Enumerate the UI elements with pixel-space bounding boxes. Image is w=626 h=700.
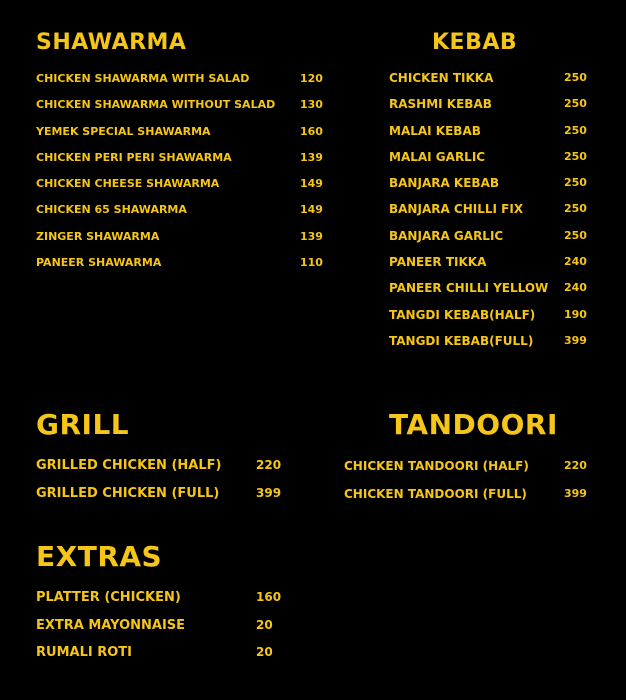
menu-item-row bbox=[389, 255, 599, 281]
menu-item-row bbox=[389, 229, 599, 255]
menu-item-price: 160 bbox=[300, 124, 323, 138]
menu-item-row bbox=[389, 124, 599, 150]
menu-item-price: 240 bbox=[564, 281, 587, 295]
menu-item-row bbox=[344, 459, 604, 487]
menu-item-price: 250 bbox=[564, 202, 587, 216]
menu-item-row bbox=[344, 487, 604, 515]
menu-item-name: BANJARA KEBAB bbox=[389, 176, 500, 191]
menu-item-price: 250 bbox=[564, 97, 587, 111]
menu-item-row bbox=[389, 281, 599, 307]
menu-item-row bbox=[389, 202, 599, 228]
menu-item-price: 399 bbox=[564, 486, 587, 500]
menu-item-price: 190 bbox=[564, 307, 587, 321]
menu-item-row bbox=[36, 203, 326, 229]
kebab-heading: KEBAB bbox=[432, 30, 518, 55]
menu-item-name: PANEER SHAWARMA bbox=[36, 256, 162, 270]
menu-item-row bbox=[36, 590, 296, 618]
grill-heading: GRILL bbox=[36, 408, 130, 441]
menu-item-price: 149 bbox=[300, 203, 323, 217]
menu-item-price: 250 bbox=[564, 176, 587, 190]
menu-item-name: CHICKEN SHAWARMA WITHOUT SALAD bbox=[36, 98, 276, 112]
menu-item-price: 250 bbox=[564, 71, 587, 84]
menu-item-price: 110 bbox=[300, 256, 323, 270]
extras-list bbox=[36, 590, 296, 673]
menu-item-name: EXTRA MAYONNAISE bbox=[36, 617, 186, 633]
menu-item-row bbox=[36, 618, 296, 646]
menu-item-price: 160 bbox=[256, 590, 282, 604]
menu-item-name: PLATTER (CHICKEN) bbox=[36, 590, 181, 605]
menu-item-name: GRILLED CHICKEN (HALF) bbox=[36, 458, 222, 473]
menu-item-name: BANJARA CHILLI FIX bbox=[389, 202, 524, 217]
menu-item-row bbox=[36, 177, 326, 203]
menu-item-name: MALAI GARLIC bbox=[389, 149, 486, 164]
menu-item-name: TANGDI KEBAB(FULL) bbox=[389, 333, 534, 348]
menu-item-name: TANGDI KEBAB(HALF) bbox=[389, 307, 536, 322]
menu-item-price: 130 bbox=[300, 98, 323, 112]
menu-item-price: 120 bbox=[300, 72, 323, 85]
menu-item-name: CHICKEN TANDOORI (HALF) bbox=[344, 459, 529, 473]
menu-item-name: PANEER CHILLI YELLOW bbox=[389, 281, 549, 296]
tandoori-heading: TANDOORI bbox=[389, 408, 558, 441]
menu-item-price: 139 bbox=[300, 150, 323, 164]
menu-item-price: 250 bbox=[564, 123, 587, 137]
menu-item-row bbox=[389, 150, 599, 176]
menu-item-row bbox=[389, 176, 599, 202]
menu-item-price: 20 bbox=[256, 645, 273, 660]
menu-item-row bbox=[36, 151, 326, 177]
menu-item-name: PANEER TIKKA bbox=[389, 255, 487, 270]
menu-item-name: CHICKEN SHAWARMA WITH SALAD bbox=[36, 72, 250, 85]
extras-heading: EXTRAS bbox=[36, 540, 163, 573]
menu-item-name: CHICKEN 65 SHAWARMA bbox=[36, 203, 187, 217]
menu-item-row bbox=[36, 256, 326, 282]
menu-item-price: 399 bbox=[564, 333, 587, 347]
menu-item-name: CHICKEN PERI PERI SHAWARMA bbox=[36, 150, 232, 164]
menu-item-row bbox=[389, 308, 599, 334]
menu-item-price: 250 bbox=[564, 228, 587, 242]
shawarma-heading: SHAWARMA bbox=[36, 30, 187, 55]
menu-item-name: YEMEK SPECIAL SHAWARMA bbox=[36, 124, 211, 138]
menu-item-name: RASHMI KEBAB bbox=[389, 97, 492, 112]
menu-item-row bbox=[36, 486, 296, 514]
menu-item-price: 240 bbox=[564, 255, 587, 269]
menu-item-row bbox=[389, 97, 599, 123]
menu-item-price: 220 bbox=[564, 459, 587, 472]
menu-item-price: 149 bbox=[300, 177, 323, 191]
menu-item-name: CHICKEN TIKKA bbox=[389, 71, 494, 85]
menu-item-row bbox=[36, 645, 296, 673]
menu-item-price: 399 bbox=[256, 485, 282, 500]
menu-item-row bbox=[36, 458, 296, 486]
menu-item-row bbox=[36, 125, 326, 151]
menu-item-row bbox=[36, 98, 326, 124]
menu-item-name: CHICKEN TANDOORI (FULL) bbox=[344, 486, 527, 501]
menu-item-name: BANJARA GARLIC bbox=[389, 228, 504, 243]
menu-item-price: 139 bbox=[300, 229, 323, 243]
menu-item-price: 20 bbox=[256, 617, 273, 632]
menu-item-row bbox=[389, 71, 599, 97]
kebab-list bbox=[389, 71, 599, 360]
tandoori-list bbox=[344, 459, 604, 514]
menu-item-row bbox=[36, 230, 326, 256]
menu-item-name: RUMALI ROTI bbox=[36, 645, 132, 661]
menu-item-row bbox=[36, 72, 326, 98]
menu-item-name: CHICKEN CHEESE SHAWARMA bbox=[36, 177, 220, 191]
menu-item-price: 250 bbox=[564, 149, 587, 163]
menu-item-name: MALAI KEBAB bbox=[389, 123, 481, 138]
menu-item-name: GRILLED CHICKEN (FULL) bbox=[36, 485, 220, 501]
menu-item-price: 220 bbox=[256, 458, 282, 472]
menu-item-row bbox=[389, 334, 599, 360]
shawarma-list bbox=[36, 72, 326, 282]
grill-list bbox=[36, 458, 296, 513]
menu-item-name: ZINGER SHAWARMA bbox=[36, 229, 160, 243]
